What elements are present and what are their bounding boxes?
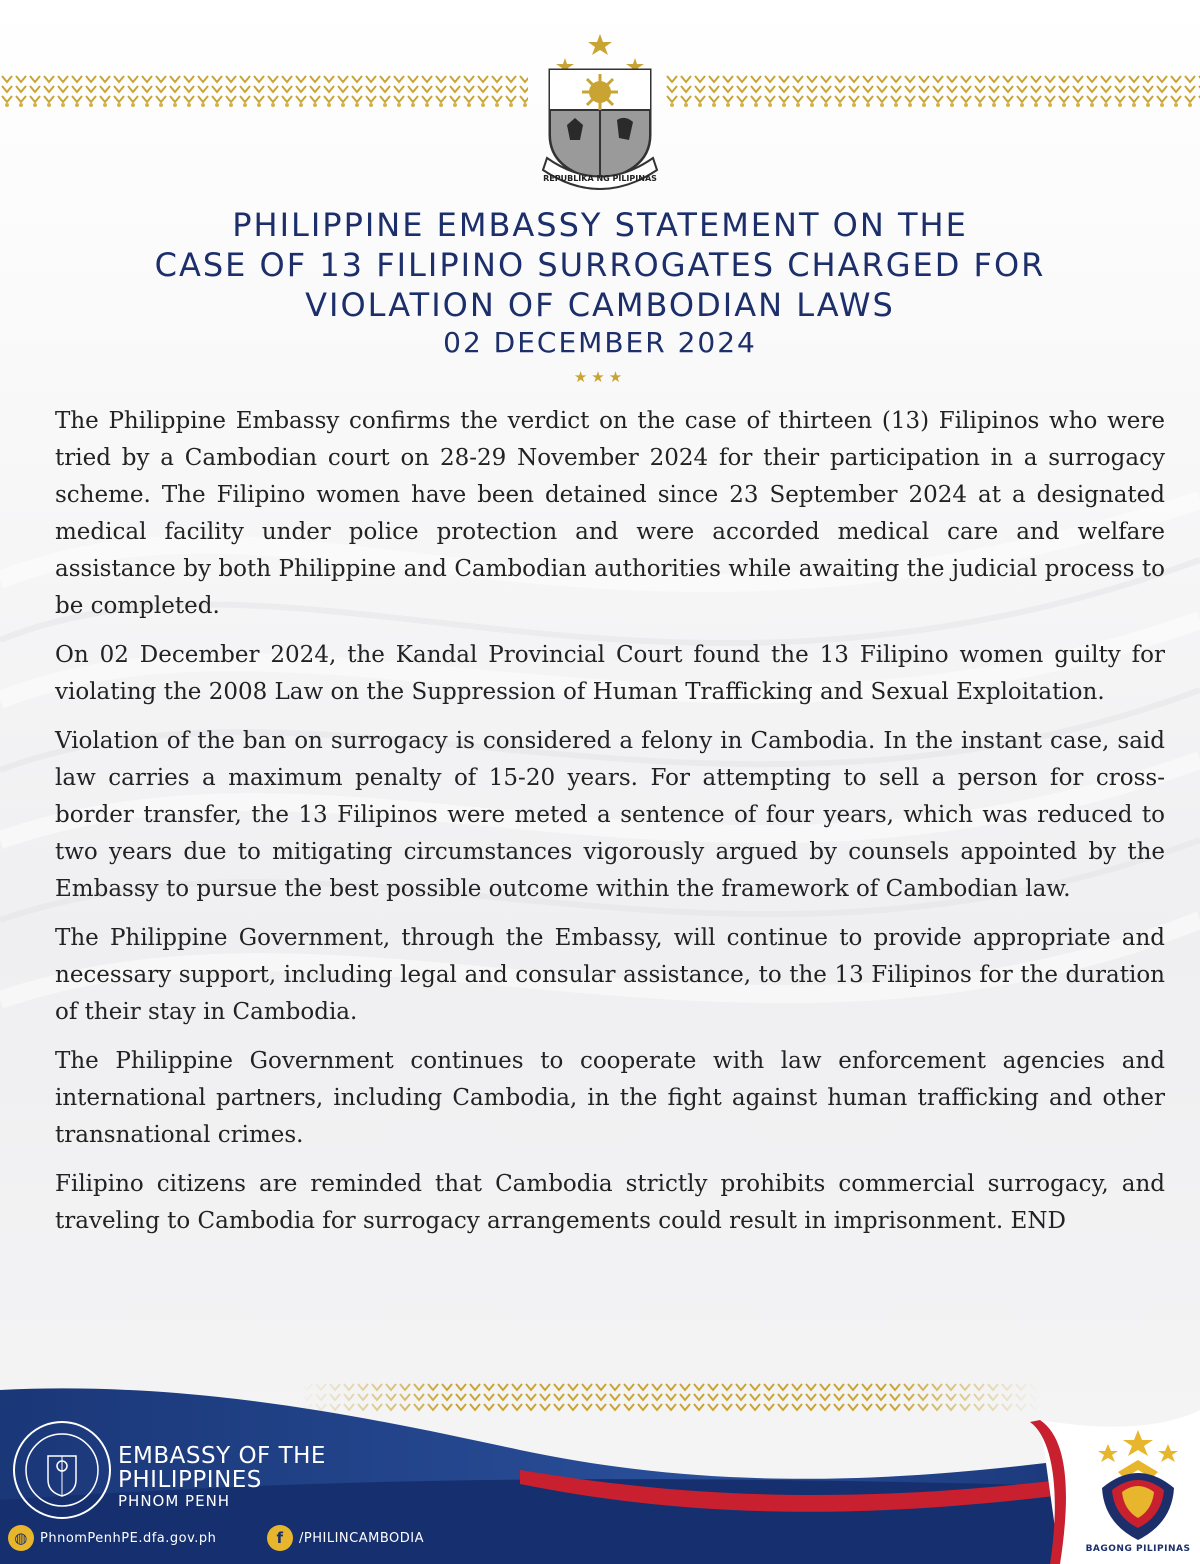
seal-ribbon-text: REPUBLIKA NG PILIPINAS [543,174,657,183]
philippine-seal [525,30,675,190]
footer-gold-pattern [300,1378,1040,1418]
statement-date: 02 DECEMBER 2024 [443,326,757,359]
embassy-name-line1: EMBASSY OF THE [118,1443,326,1469]
paragraph: Violation of the ban on surrogacy is considered a felony in Cambodia. In the instant case, said law carries a maximum penalty of 15-20 years. For attempting to sell a person for cross-border transfer, the 13 Filipinos were meted a sentence of four years, which was reduced to two years due to mitigating circumstances vigorously argued by counsels appointed by the Embassy to pursue the best possible outcome within the framework of Cambodian law. [55,728,1165,902]
embassy-location: PHNOM PENH [118,1492,231,1510]
embassy-seal [12,1420,112,1520]
facebook-link[interactable]: /PHILINCAMBODIA [299,1530,424,1546]
title-line-1: PHILIPPINE EMBASSY STATEMENT ON THE [232,206,968,244]
title-line-2: CASE OF 13 FILIPINO SURROGATES CHARGED FOR [154,246,1046,284]
bagong-pilipinas-logo [1082,1428,1194,1560]
paragraph: On 02 December 2024, the Kandal Provincial Court found the 13 Filipino women guilty for violating the 2008 Law on the Suppression of Human Trafficking and Sexual Exploitation. [55,642,1165,705]
facebook-icon: f [267,1525,293,1551]
paragraph: The Philippine Embassy confirms the verdict on the case of thirteen (13) Filipinos who were tried by a Cambodian court on 28-29 November 2024 for their participation in a surrogacy scheme. The Filipino women have been detained since 23 September 2024 at a designated medical facility under police protection and were accorded medical care and welfare assistance by both Philippine and Cambodian authorities while awaiting the judicial process to be completed. [55,408,1165,619]
gold-pattern-band-right [665,72,1200,108]
bagong-pilipinas-label: BAGONG PILIPINAS [1085,1544,1191,1554]
statement-body [55,403,1165,1252]
website-link[interactable]: PhnomPenhPE.dfa.gov.ph [40,1530,217,1546]
facebook-contact[interactable] [267,1525,424,1551]
gold-pattern-band-left [0,72,528,108]
star-divider: ★★★ [573,368,627,386]
globe-icon: ◍ [8,1525,34,1551]
title-line-3: VIOLATION OF CAMBODIAN LAWS [305,286,895,324]
paragraph: The Philippine Government continues to cooperate with law enforcement agencies and international partners, including Cambodia, in the fight against human trafficking and other transnational crimes. [55,1048,1165,1148]
embassy-name-line2: PHILIPPINES [118,1467,262,1493]
paragraph: The Philippine Government, through the Embassy, will continue to provide appropriate and necessary support, including legal and consular assistance, to the 13 Filipinos for the duration of their stay in Cambodia. [55,925,1165,1025]
statement-header [0,205,1200,385]
paragraph: Filipino citizens are reminded that Cambodia strictly prohibits commercial surrogacy, and traveling to Cambodia for surrogacy arrangements could result in imprisonment. END [55,1171,1165,1234]
embassy-name [118,1444,326,1510]
website-contact[interactable] [8,1525,216,1551]
